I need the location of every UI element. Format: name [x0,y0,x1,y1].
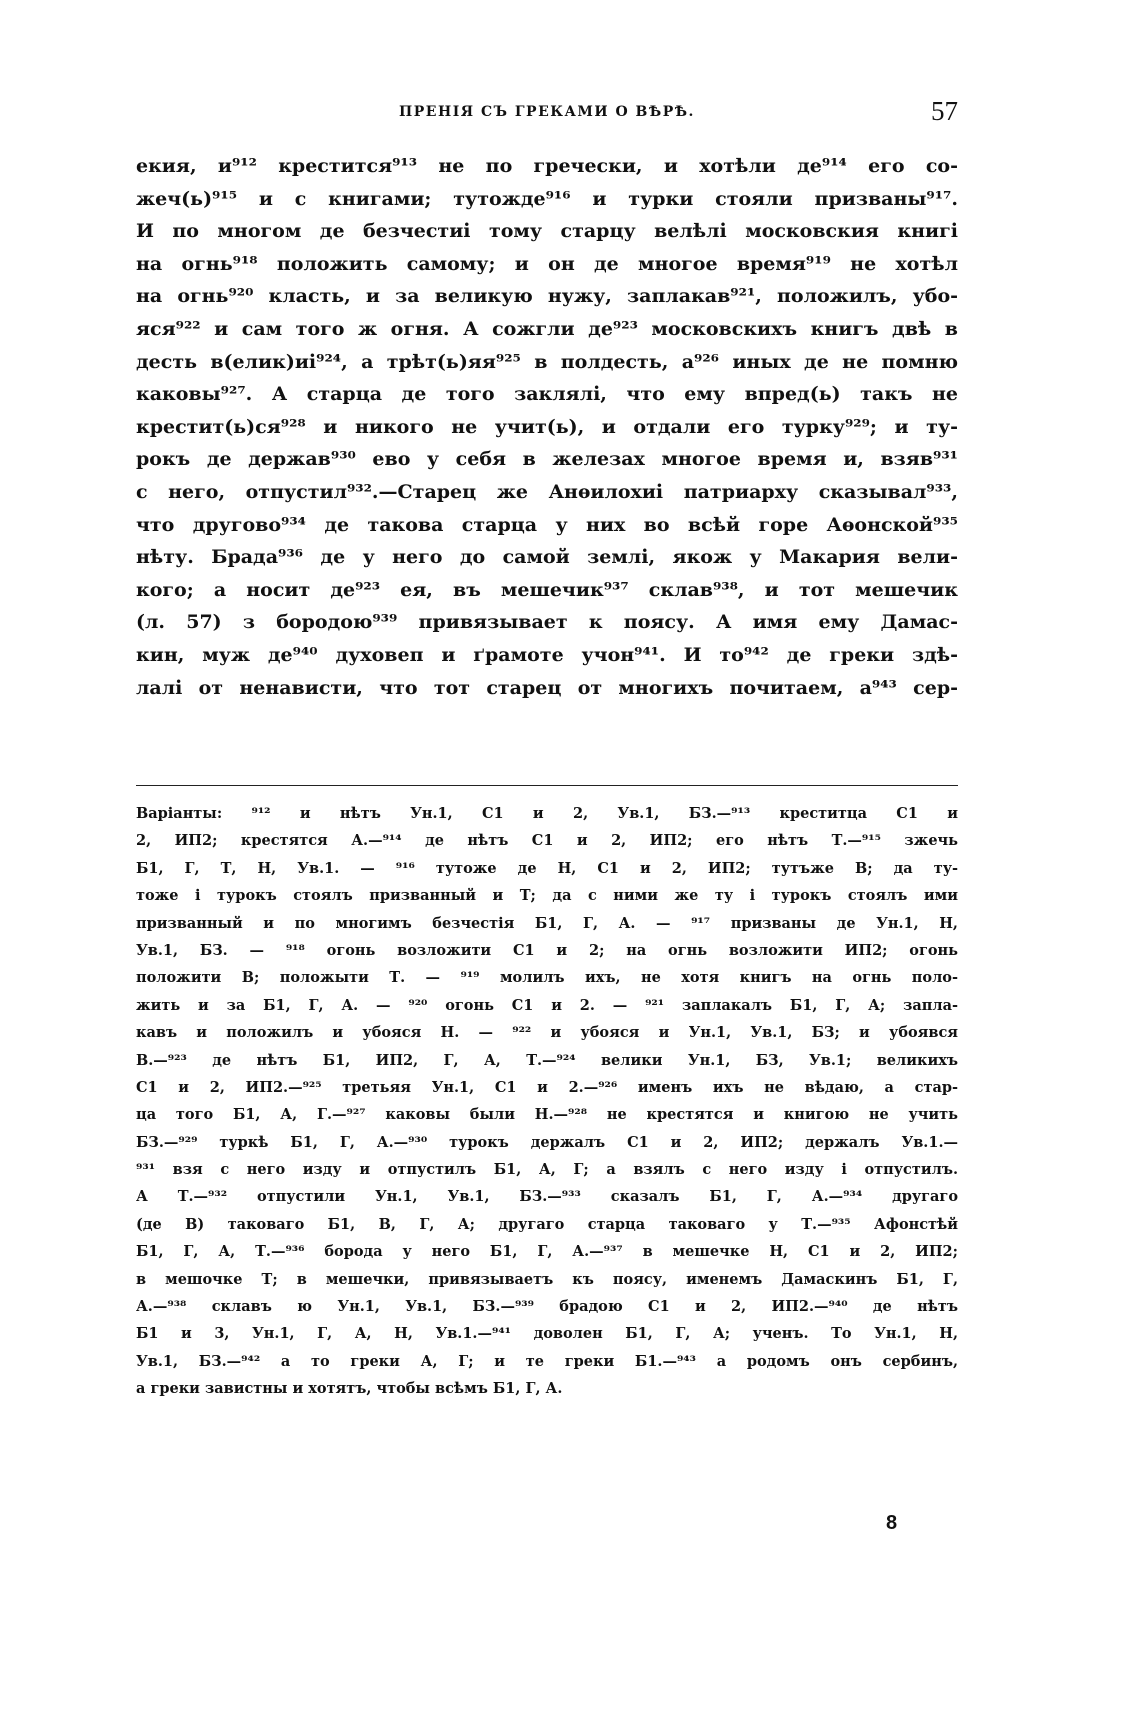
text-line: рокъ де держав⁹³⁰ ево у себя в железах многое время и, взяв⁹³¹ [136,448,958,471]
variants-apparatus [136,800,958,1403]
variant-line: положити В; положыти Т. — ⁹¹⁹ молилъ ихъ, не хотя книгъ на огнь поло- [136,969,958,987]
text-line: жеч(ь)⁹¹⁵ и с книгами; тутожде⁹¹⁶ и турки стояли призваны⁹¹⁷. [136,187,958,210]
variant-line: тоже і турокъ стоялъ призванный и Т; да с ними же ту і турокъ стоялъ ими [136,887,958,905]
variant-line: (де В) таковаго Б1, В, Г, А; другаго старца таковаго у Т.—⁹³⁵ Афонстѣй [136,1215,958,1233]
variant-line: в мешочке Т; в мешечки, привязываетъ къ поясу, именемъ Дамаскинъ Б1, Г, [136,1270,958,1288]
page-number: 57 [931,96,958,126]
variant-line: А Т.—⁹³² отпустили Ун.1, Ув.1, БЗ.—⁹³³ сказалъ Б1, Г, А.—⁹³⁴ другаго [136,1188,958,1206]
variant-line: А.—⁹³⁸ склавъ ю Ун.1, Ув.1, БЗ.—⁹³⁹ брадою С1 и 2, ИП2.—⁹⁴⁰ де нѣтъ [136,1298,958,1316]
text-line: нѣту. Брада⁹³⁶ де у него до самой землі, якож у Макария вели- [136,546,958,569]
text-line: каковы⁹²⁷. А старца де того заклялі, что ему впред(ь) такъ не [136,383,958,406]
variant-line: ца того Б1, А, Г.—⁹²⁷ каковы были Н.—⁹²⁸ не крестятся и книгою не учить [136,1106,958,1124]
variant-line: призванный и по многимъ безчестія Б1, Г, А. — ⁹¹⁷ призваны де Ун.1, Н, [136,914,958,932]
text-line: с него, отпустил⁹³².—Старец же Анѳилохиі патриарху сказывал⁹³³, [136,480,958,503]
variant-line: Ув.1, БЗ.—⁹⁴² а то греки А, Г; и те греки Б1.—⁹⁴³ а родомъ онъ сербинъ, [136,1352,958,1370]
variant-line: В.—⁹²³ де нѣтъ Б1, ИП2, Г, А, Т.—⁹²⁴ велики Ун.1, БЗ, Ув.1; великихъ [136,1051,958,1069]
text-line: (л. 57) з бородою⁹³⁹ привязывает к поясу. А имя ему Дамас- [136,611,958,634]
variant-line: 2, ИП2; крестятся А.—⁹¹⁴ де нѣтъ С1 и 2, ИП2; его нѣтъ Т.—⁹¹⁵ зжечь [136,832,958,850]
footnote-divider [136,785,958,786]
variant-line: Варіанты: ⁹¹² и нѣтъ Ун.1, С1 и 2, Ув.1, БЗ.—⁹¹³ креститца С1 и [136,805,958,822]
text-line: лалі от ненависти, что тот старец от многихъ почитаем, а⁹⁴³ сер- [136,676,958,699]
page-header [136,96,958,136]
main-text-block [136,150,958,704]
variant-line: С1 и 2, ИП2.—⁹²⁵ третьяя Ун.1, С1 и 2.—⁹²⁶ именъ ихъ не вѣдаю, а стар- [136,1078,958,1096]
variant-line: жить и за Б1, Г, А. — ⁹²⁰ огонь С1 и 2. — ⁹²¹ заплакалъ Б1, Г, А; запла- [136,996,958,1014]
variant-line: а греки завистны и хотятъ, чтобы всѣмъ Б1, Г, А. [136,1380,563,1398]
text-line: И по многом де безчестиі тому старцу велѣлі московския книгі [136,220,958,243]
variant-line: Б1, Г, А, Т.—⁹³⁶ борода у него Б1, Г, А.—⁹³⁷ в мешечке Н, С1 и 2, ИП2; [136,1243,958,1261]
variant-line: БЗ.—⁹²⁹ туркѣ Б1, Г, А.—⁹³⁰ турокъ держалъ С1 и 2, ИП2; держалъ Ув.1.— [136,1133,958,1151]
signature-mark: 8 [886,1512,898,1534]
text-line: екия, и⁹¹² крестится⁹¹³ не по гречески, и хотѣли де⁹¹⁴ его со- [136,155,958,177]
text-line: на огнь⁹²⁰ класть, и за великую нужу, заплакав⁹²¹, положилъ, убо- [136,285,958,308]
variant-line: Б1 и 3, Ун.1, Г, А, Н, Ув.1.—⁹⁴¹ доволен Б1, Г, А; ученъ. То Ун.1, Н, [136,1325,958,1343]
variant-line: Ув.1, БЗ. — ⁹¹⁸ огонь возложити С1 и 2; на огнь возложити ИП2; огонь [136,941,958,959]
text-line: крестит(ь)ся⁹²⁸ и никого не учит(ь), и отдали его турку⁹²⁹; и ту- [136,415,958,438]
text-line: что другово⁹³⁴ де такова старца у них во всѣй горе Аѳонской⁹³⁵ [136,513,958,536]
running-title: ПРЕНІЯ СЪ ГРЕКАМИ О ВѢРѢ. [399,104,695,120]
variant-line: ⁹³¹ взя с него изду и отпустилъ Б1, А, Г; а взялъ с него изду і отпустилъ. [136,1161,958,1179]
text-line: на огнь⁹¹⁸ положить самому; и он де многое время⁹¹⁹ не хотѣл [136,252,958,275]
text-line: кого; а носит де⁹²³ ея, въ мешечик⁹³⁷ склав⁹³⁸, и тот мешечик [136,578,958,601]
text-line: яся⁹²² и сам того ж огня. А сожгли де⁹²³ московскихъ книгъ двѣ в [136,317,958,340]
text-line: десть в(елик)иі⁹²⁴, а трѣт(ь)яя⁹²⁵ в полдесть, а⁹²⁶ иных де не помню [136,350,958,373]
text-line: кин, муж де⁹⁴⁰ духовеп и ґрамоте учон⁹⁴¹. И то⁹⁴² де греки здѣ- [136,643,958,666]
variant-line: кавъ и положилъ и убояся Н. — ⁹²² и убояся и Ун.1, Ув.1, БЗ; и убоявся [136,1024,958,1042]
variant-line: Б1, Г, Т, Н, Ув.1. — ⁹¹⁶ тутоже де Н, С1 и 2, ИП2; тутъже В; да ту- [136,859,958,877]
